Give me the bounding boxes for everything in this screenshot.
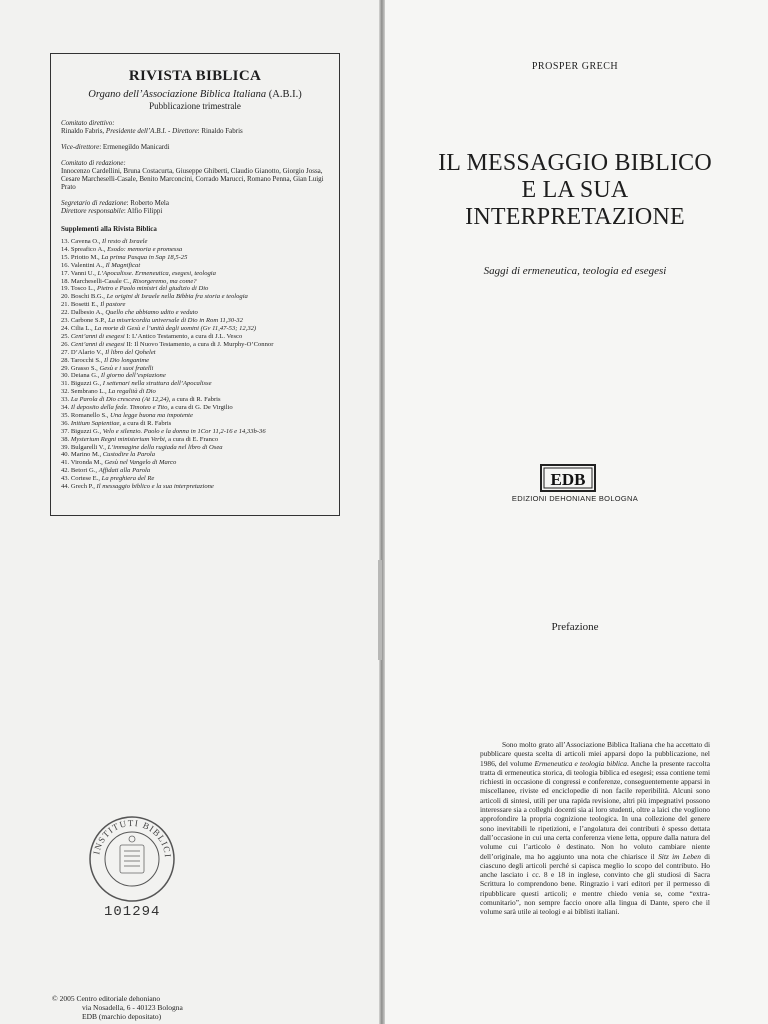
preface-text-segment: Sono molto grato all’Associazione Biblica Italiana che ha accettato di pubblicare questa scelta di articoli miei apparsi dopo la pubblicazione, nel 1986, del volume <box>480 740 710 768</box>
supplement-editor: , a cura di G. De Virgilio <box>167 404 233 412</box>
supplement-author: 27. D’Alario V., <box>61 348 106 356</box>
supplement-item <box>61 278 329 286</box>
book-title <box>382 150 768 231</box>
supplement-author: 18. Marcheselli-Casale C., <box>61 277 133 285</box>
supplement-author: 30. Deiana G., <box>61 372 101 380</box>
supplement-title: La morte di Gesù e l’unità degli uomini (Gv 11,47-53; 12,32) <box>94 324 257 332</box>
responsible-director-label: Direttore responsabile <box>61 207 124 215</box>
supplement-editor: II: Il Nuovo Testamento, a cura di J. Murphy-O’Connor <box>124 340 274 348</box>
committee-text <box>61 127 329 135</box>
supplement-author: 24. Cilia L., <box>61 324 95 332</box>
supplement-title: La prima Pasqua in Sap 18,5-25 <box>101 253 188 261</box>
supplement-title: Gesù nel Vangelo di Marco <box>104 459 177 467</box>
supplement-title: Il Dio longanime <box>104 356 150 364</box>
supplement-author: 15. Priotto M., <box>61 253 102 261</box>
supplement-item <box>61 309 329 317</box>
supplement-author: 38. <box>61 435 71 443</box>
supplement-title: Risorgeremo, ma come? <box>132 277 197 285</box>
supplement-item <box>61 270 329 278</box>
supplement-item <box>61 428 329 436</box>
editorial-label: Comitato di redazione: <box>61 159 126 167</box>
book-title-line: INTERPRETAZIONE <box>465 204 685 230</box>
committee-name: Rinaldo Fabris, <box>61 127 106 135</box>
supplement-author: 40. Marino M., <box>61 451 103 459</box>
journal-subtitle-abbr: (A.B.I.) <box>268 89 302 100</box>
journal-subtitle <box>61 89 329 100</box>
editorial-members: Innocenzo Cardellini, Bruna Costacurta, Giuseppe Ghiberti, Claudio Gianotto, Giorgio Jossa, Cesare Marcheselli-Casale, Benito Marconcini, Corrado Marucci, Romano Penna, Gian Luigi Prato <box>61 167 324 191</box>
supplement-author: 32. Sembrano L., <box>61 388 109 396</box>
supplement-title: Custodire la Parola <box>102 451 156 459</box>
supplement-item <box>61 365 329 373</box>
supplement-title: Il messaggio biblico e la sua interpretazione <box>96 483 214 491</box>
supplement-item <box>61 388 329 396</box>
inventory-number: 101294 <box>104 904 161 920</box>
supplement-author: 14. Spreafico A., <box>61 245 108 253</box>
supplement-item <box>61 254 329 262</box>
supplement-title: Una legge buona ma impotente <box>110 411 193 419</box>
supplement-title: La Parola di Dio cresceva (At 12,24) <box>70 396 169 404</box>
supplement-author: 39. Bulgarelli V., <box>61 443 108 451</box>
supplement-title: Il resto di Israele <box>102 238 148 245</box>
library-seal-stamp <box>88 815 176 903</box>
supplement-author: 22. Dalbesio A., <box>61 309 106 317</box>
svg-text:INSTITUTI BIBLICI <box>91 818 173 859</box>
supplement-author: 28. Tarocchi S., <box>61 356 105 364</box>
book-title-line: E LA SUA <box>521 177 629 203</box>
preface-text-segment: . Anche la presente raccolta tratta di ermeneutica storica, di teologia biblica ed esegesi; essa contiene temi richiesti in occasione di congressi e conferenze, conseguentemente apparsi in miscellanee, riviste ed enciclopedie di non facile reperibilità. Alcuni sono articoli di sintesi, utili per una rapida revisione, altri più impegnativi possono interessare sia a colleghi docenti sia ai loro studenti, oltre a laici che vogliono approfondire la propria cognizione teologica. In una collezione del genere sono inevitabili le ripetizioni, e l’angolatura dei contributi è spesso dettata dall’occasione in cui una certa conferenza viene letta, oppure dalla natura del volume cui l’articolo è destinato. Non ho voluto cambiare niente dell’originale, ma ho aggiunto una nota che chiarisce il <box>480 758 710 861</box>
book-title-line: IL MESSAGGIO BIBLICO <box>438 150 712 176</box>
preface-title: Prefazione <box>551 621 599 633</box>
secretary-line <box>61 199 329 207</box>
supplement-title: Mysterium Regni ministerium Verbi <box>70 435 165 443</box>
supplement-title: Pietro e Paolo ministri del giudizio di Dio <box>97 285 209 293</box>
supplement-item <box>61 333 329 341</box>
supplement-author: 43. Cortese E., <box>61 475 102 483</box>
supplement-editor: , a cura di R. Fabris <box>168 396 221 404</box>
journal-frequency: Pubblicazione trimestrale <box>149 101 241 111</box>
supplement-item <box>61 380 329 388</box>
committee-label: Comitato direttivo: <box>61 119 115 127</box>
supplement-author: 13. Cavena O., <box>61 238 103 245</box>
supplement-title: Il pastore <box>100 301 126 309</box>
gutter-shadow <box>378 560 382 660</box>
vice-director-name: : Ermenegildo Manicardi <box>99 143 170 151</box>
preface-italic-title: Ermeneutica e teologia biblica <box>534 758 627 768</box>
supplement-item <box>61 372 329 380</box>
supplement-item <box>61 451 329 459</box>
supplement-author: 36. <box>61 419 71 427</box>
supplement-item <box>61 459 329 467</box>
supplement-item <box>61 246 329 254</box>
vice-director-label: Vice-direttore <box>61 143 100 151</box>
supplement-author: 34. <box>61 404 71 412</box>
supplement-item <box>61 341 329 349</box>
secretary-block <box>61 199 329 215</box>
trademark-line: EDB (marchio depositato) <box>82 1012 162 1021</box>
supplement-editor: , a cura di R. Fabris <box>119 419 172 427</box>
supplement-title: La misericordia universale di Dio in Rom 11,30-32 <box>108 317 243 325</box>
copyright-block <box>52 994 183 1021</box>
supplement-editor: , a cura di E. Franco <box>164 435 219 443</box>
supplement-author: 21. Bosetti E., <box>61 301 101 309</box>
edb-logo <box>540 464 596 492</box>
supplement-title: Cent’anni di esegesi <box>70 332 125 340</box>
author-name: PROSPER GRECH <box>531 61 619 72</box>
supplement-item <box>61 238 329 246</box>
supplement-item <box>61 285 329 293</box>
supplement-title: Il giorno dell’espiazione <box>100 372 166 380</box>
supplement-item <box>61 444 329 452</box>
supplement-author: 26. <box>61 340 71 348</box>
supplement-author: 41. Vironda M., <box>61 459 105 467</box>
committee-director: : Rinaldo Fabris <box>197 127 243 135</box>
supplement-title: Quello che abbiamo udito e veduto <box>105 309 198 317</box>
supplement-author: 37. Biguzzi G., <box>61 427 103 435</box>
supplement-item <box>61 412 329 420</box>
supplement-item <box>61 475 329 483</box>
editorial-block <box>61 159 329 191</box>
address-line: via Nosadella, 6 - 40123 Bologna <box>82 1003 183 1012</box>
responsible-director-name: : Alfio Filippi <box>123 207 163 215</box>
supplement-title: La preghiera del Re <box>101 475 155 483</box>
supplement-item <box>61 325 329 333</box>
supplement-author: 35. Romanello S., <box>61 411 111 419</box>
supplement-item <box>61 262 329 270</box>
supplement-title: La regalità di Dio <box>108 388 156 396</box>
supplement-item <box>61 467 329 475</box>
supplement-title: Le origini di Israele nella Bibbia fra storia e teologia <box>106 293 248 301</box>
supplement-title: Il libro del Qohelet <box>105 348 156 356</box>
supplement-author: 20. Boschi B.G., <box>61 293 107 301</box>
supplement-author: 31. Biguzzi G., <box>61 380 103 388</box>
supplements-title: Supplementi alla Rivista Biblica <box>61 225 157 233</box>
supplement-item <box>61 357 329 365</box>
supplement-author: 44. Grech P., <box>61 483 97 491</box>
committee-block <box>61 119 329 135</box>
supplement-author: 29. Grasso S., <box>61 364 100 372</box>
supplement-title: Cent’anni di esegesi <box>70 340 125 348</box>
supplement-editor: I: L’Antico Testamento, a cura di J.L. Vesco <box>124 332 243 340</box>
supplement-author: 17. Vanni U., <box>61 269 98 277</box>
journal-title: RIVISTA BIBLICA <box>128 68 262 84</box>
preface-text-segment: di ciascuno degli articoli perché si capisca meglio lo scopo del contributo. Ho anche lasciato i cc. 8 e 18 in inglese, convinto che gli studiosi di Sacra Scrittura lo comprendono bene. Ringrazio i vari editori per il permesso di ripubblicare questi articoli; e mentre chiedo venia se, come “extra-comunitario”, non sempre faccio onore alla lingua di Dante, spero che il volume sarà utile ai teologi e ai biblisti italiani. <box>480 851 711 917</box>
supplement-author: 23. Carbone S.P., <box>61 317 109 325</box>
preface-paragraph <box>480 740 710 917</box>
supplement-title: L’Apocalisse. Ermeneutica, esegesi, teologia <box>97 269 216 277</box>
supplements-list <box>61 238 329 491</box>
supplement-author: 16. Valentini A., <box>61 261 106 269</box>
supplement-item <box>61 317 329 325</box>
supplement-title: Affidati alla Parola <box>98 467 151 475</box>
edb-logo-text: EDB <box>550 470 586 489</box>
supplement-title: Gesù e i suoi fratelli <box>99 364 154 372</box>
supplement-title: Velo e silenzio. Paolo e la donna in 1Cor 11,2-16 e 14,33b-36 <box>102 427 266 435</box>
supplement-item <box>61 483 329 491</box>
secretary-name: : Roberto Mela <box>126 199 169 207</box>
supplement-title: Il deposito della fede. Timoteo e Tito <box>70 404 168 412</box>
supplement-item <box>61 293 329 301</box>
supplement-title: L’immagine della rugiada nel libro di Osea <box>107 443 223 451</box>
supplement-author: 25. <box>61 332 71 340</box>
supplement-title: Il Magnificat <box>105 261 141 269</box>
supplement-author: 19. Tosco L., <box>61 285 98 293</box>
committee-role: Presidente dell’A.B.I. - Direttore <box>105 127 198 135</box>
supplement-item <box>61 436 329 444</box>
supplement-author: 33. <box>61 396 71 404</box>
book-subtitle: Saggi di ermeneutica, teologia ed esegesi <box>483 265 667 277</box>
supplement-item <box>61 349 329 357</box>
preface-italic-term: Sitz im Leben <box>658 851 701 861</box>
supplement-item <box>61 301 329 309</box>
supplement-item <box>61 420 329 428</box>
supplement-title: I settenari nella struttura dell’Apocalisse <box>102 380 212 388</box>
preface-body <box>480 740 710 917</box>
journal-info-box <box>50 53 340 516</box>
supplement-title: Esodo: memoria e promessa <box>107 245 183 253</box>
journal-subtitle-text: Organo dell’Associazione Biblica Italiana <box>88 89 267 100</box>
responsible-director-line <box>61 207 329 215</box>
seal-text: INSTITUTI BIBLICI <box>91 817 174 859</box>
vice-director-block <box>61 143 329 151</box>
publisher-name: EDIZIONI DEHONIANE BOLOGNA <box>511 494 639 503</box>
supplement-title: Initium Sapientiae <box>70 419 120 427</box>
secretary-label: Segretario di redazione <box>61 199 127 207</box>
supplement-item <box>61 396 329 404</box>
supplement-author: 42. Betori G., <box>61 467 99 475</box>
copyright-line: © 2005 Centro editoriale dehoniano <box>52 994 161 1003</box>
supplement-item <box>61 404 329 412</box>
